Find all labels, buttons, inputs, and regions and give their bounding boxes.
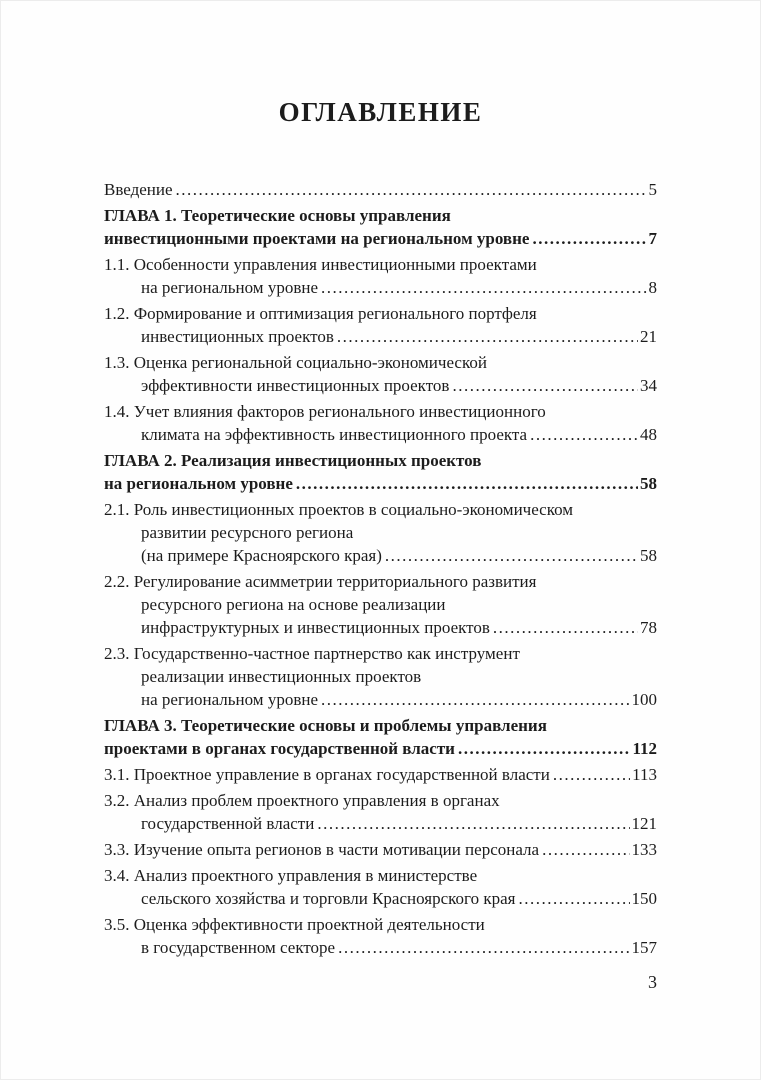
toc-entry-text: 1.2. Формирование и оптимизация регионального портфеля bbox=[104, 304, 537, 323]
toc-line bbox=[104, 276, 657, 299]
toc-entry bbox=[104, 763, 657, 786]
toc-entry bbox=[104, 714, 657, 760]
toc-entry bbox=[104, 253, 657, 299]
toc-entry-text: ресурсного региона на основе реализации bbox=[141, 595, 446, 614]
toc-line bbox=[104, 593, 657, 616]
page-number: 3 bbox=[648, 972, 657, 992]
toc-entries bbox=[104, 178, 657, 959]
toc-line bbox=[104, 521, 657, 544]
toc-entry-page: 150 bbox=[631, 889, 657, 908]
toc-line bbox=[104, 737, 657, 760]
toc-line bbox=[104, 642, 657, 665]
toc-line bbox=[104, 936, 657, 959]
toc-line bbox=[104, 449, 657, 472]
toc-entry-page: 157 bbox=[631, 938, 657, 957]
toc-line bbox=[104, 302, 657, 325]
toc-entry bbox=[104, 498, 657, 567]
toc-entry-page: 21 bbox=[640, 327, 657, 346]
dot-leader bbox=[296, 472, 638, 495]
toc-entry-text: на региональном уровне bbox=[141, 278, 318, 297]
dot-leader bbox=[338, 936, 629, 959]
toc-entry-text: 3.3. Изучение опыта регионов в части мотивации персонала bbox=[104, 840, 540, 859]
toc-entry-text: 3.1. Проектное управление в органах государственной власти bbox=[104, 765, 550, 784]
dot-leader bbox=[553, 763, 630, 786]
dot-leader bbox=[530, 423, 638, 446]
toc-entry-page: 121 bbox=[631, 814, 657, 833]
toc-entry bbox=[104, 449, 657, 495]
dot-leader bbox=[458, 737, 630, 760]
dot-leader bbox=[493, 616, 638, 639]
toc-line bbox=[104, 472, 657, 495]
dot-leader bbox=[321, 688, 630, 711]
toc-line bbox=[104, 423, 657, 446]
toc-line bbox=[104, 227, 657, 250]
toc-entry-page: 8 bbox=[648, 278, 657, 297]
toc-entry-page: 112 bbox=[632, 739, 657, 758]
toc-entry-text: инвестиционных проектов bbox=[141, 327, 334, 346]
toc-entry-text: инвестиционными проектами на региональном уровне bbox=[104, 229, 530, 248]
toc-entry bbox=[104, 913, 657, 959]
toc-entry-text: (на примере Красноярского края) bbox=[141, 546, 382, 565]
dot-leader bbox=[321, 276, 647, 299]
toc-entry-text: государственной власти bbox=[141, 814, 315, 833]
toc-entry-page: 100 bbox=[631, 690, 657, 709]
toc-line bbox=[104, 864, 657, 887]
dot-leader bbox=[385, 544, 638, 567]
toc-entry-text: ГЛАВА 1. Теоретические основы управления bbox=[104, 206, 451, 225]
toc-entry-text: 1.4. Учет влияния факторов регионального инвестиционного bbox=[104, 402, 546, 421]
page-title: ОГЛАВЛЕНИЕ bbox=[278, 97, 483, 127]
toc-line bbox=[104, 913, 657, 936]
toc-entry bbox=[104, 204, 657, 250]
toc-entry-text: климата на эффективность инвестиционного проекта bbox=[141, 425, 528, 444]
toc-entry-text: реализации инвестиционных проектов bbox=[141, 667, 422, 686]
toc-line bbox=[104, 714, 657, 737]
toc-line bbox=[104, 838, 657, 861]
toc-entry-text: ГЛАВА 3. Теоретические основы и проблемы управления bbox=[104, 716, 547, 735]
toc-line bbox=[104, 616, 657, 639]
toc-entry-text: проектами в органах государственной власти bbox=[104, 739, 455, 758]
toc-line bbox=[104, 400, 657, 423]
toc-entry bbox=[104, 400, 657, 446]
toc-line bbox=[104, 351, 657, 374]
toc-entry-text: инфраструктурных и инвестиционных проектов bbox=[141, 618, 490, 637]
toc-line bbox=[104, 374, 657, 397]
toc-entry-text: развитии ресурсного региона bbox=[141, 523, 354, 542]
dot-leader bbox=[542, 838, 629, 861]
toc-line bbox=[104, 178, 657, 201]
toc-entry bbox=[104, 302, 657, 348]
toc-entry-text: 3.2. Анализ проблем проектного управления в органах bbox=[104, 791, 500, 810]
toc-entry-page: 34 bbox=[640, 376, 657, 395]
toc-entry-text: 1.1. Особенности управления инвестиционными проектами bbox=[104, 255, 537, 274]
toc-line bbox=[104, 204, 657, 227]
toc-entry bbox=[104, 178, 657, 201]
dot-leader bbox=[337, 325, 638, 348]
toc-line bbox=[104, 498, 657, 521]
toc-entry-text: ГЛАВА 2. Реализация инвестиционных проектов bbox=[104, 451, 482, 470]
toc-entry-page: 133 bbox=[631, 840, 657, 859]
toc-line bbox=[104, 688, 657, 711]
toc-entry-page: 113 bbox=[632, 765, 657, 784]
toc-entry-text: 2.3. Государственно-частное партнерство как инструмент bbox=[104, 644, 520, 663]
toc-line bbox=[104, 789, 657, 812]
toc-entry-page: 5 bbox=[648, 180, 657, 199]
toc-entry-text: 2.2. Регулирование асимметрии территориального развития bbox=[104, 572, 537, 591]
toc-entry bbox=[104, 642, 657, 711]
dot-leader bbox=[518, 887, 629, 910]
dot-leader bbox=[532, 227, 646, 250]
toc-entry-text: 3.5. Оценка эффективности проектной деятельности bbox=[104, 915, 485, 934]
toc-entry-page: 48 bbox=[640, 425, 657, 444]
toc-entry-text: 2.1. Роль инвестиционных проектов в социально-экономическом bbox=[104, 500, 574, 519]
toc-line bbox=[104, 763, 657, 786]
toc-entry bbox=[104, 570, 657, 639]
toc-line bbox=[104, 570, 657, 593]
toc-entry-page: 58 bbox=[640, 546, 657, 565]
toc-entry-text: 3.4. Анализ проектного управления в министерстве bbox=[104, 866, 478, 885]
toc-entry-text: эффективности инвестиционных проектов bbox=[141, 376, 450, 395]
toc-line bbox=[104, 812, 657, 835]
toc-entry-text: Введение bbox=[104, 180, 173, 199]
toc-entry-page: 7 bbox=[648, 229, 657, 248]
toc-entry bbox=[104, 864, 657, 910]
toc-entry-text: 1.3. Оценка региональной социально-экономической bbox=[104, 353, 487, 372]
dot-leader bbox=[317, 812, 629, 835]
toc-entry-page: 58 bbox=[640, 474, 657, 493]
dot-leader bbox=[176, 178, 647, 201]
toc-line bbox=[104, 887, 657, 910]
toc-entry-text: на региональном уровне bbox=[104, 474, 293, 493]
toc-entry-text: в государственном секторе bbox=[141, 938, 336, 957]
toc-line bbox=[104, 253, 657, 276]
toc-entry-page: 78 bbox=[640, 618, 657, 637]
toc-entry bbox=[104, 789, 657, 835]
toc-entry-text: на региональном уровне bbox=[141, 690, 318, 709]
dot-leader bbox=[452, 374, 638, 397]
toc-line bbox=[104, 325, 657, 348]
toc-entry bbox=[104, 351, 657, 397]
toc-line bbox=[104, 544, 657, 567]
toc-line bbox=[104, 665, 657, 688]
toc-entry-text: сельского хозяйства и торговли Красноярского края bbox=[141, 889, 516, 908]
toc-entry bbox=[104, 838, 657, 861]
